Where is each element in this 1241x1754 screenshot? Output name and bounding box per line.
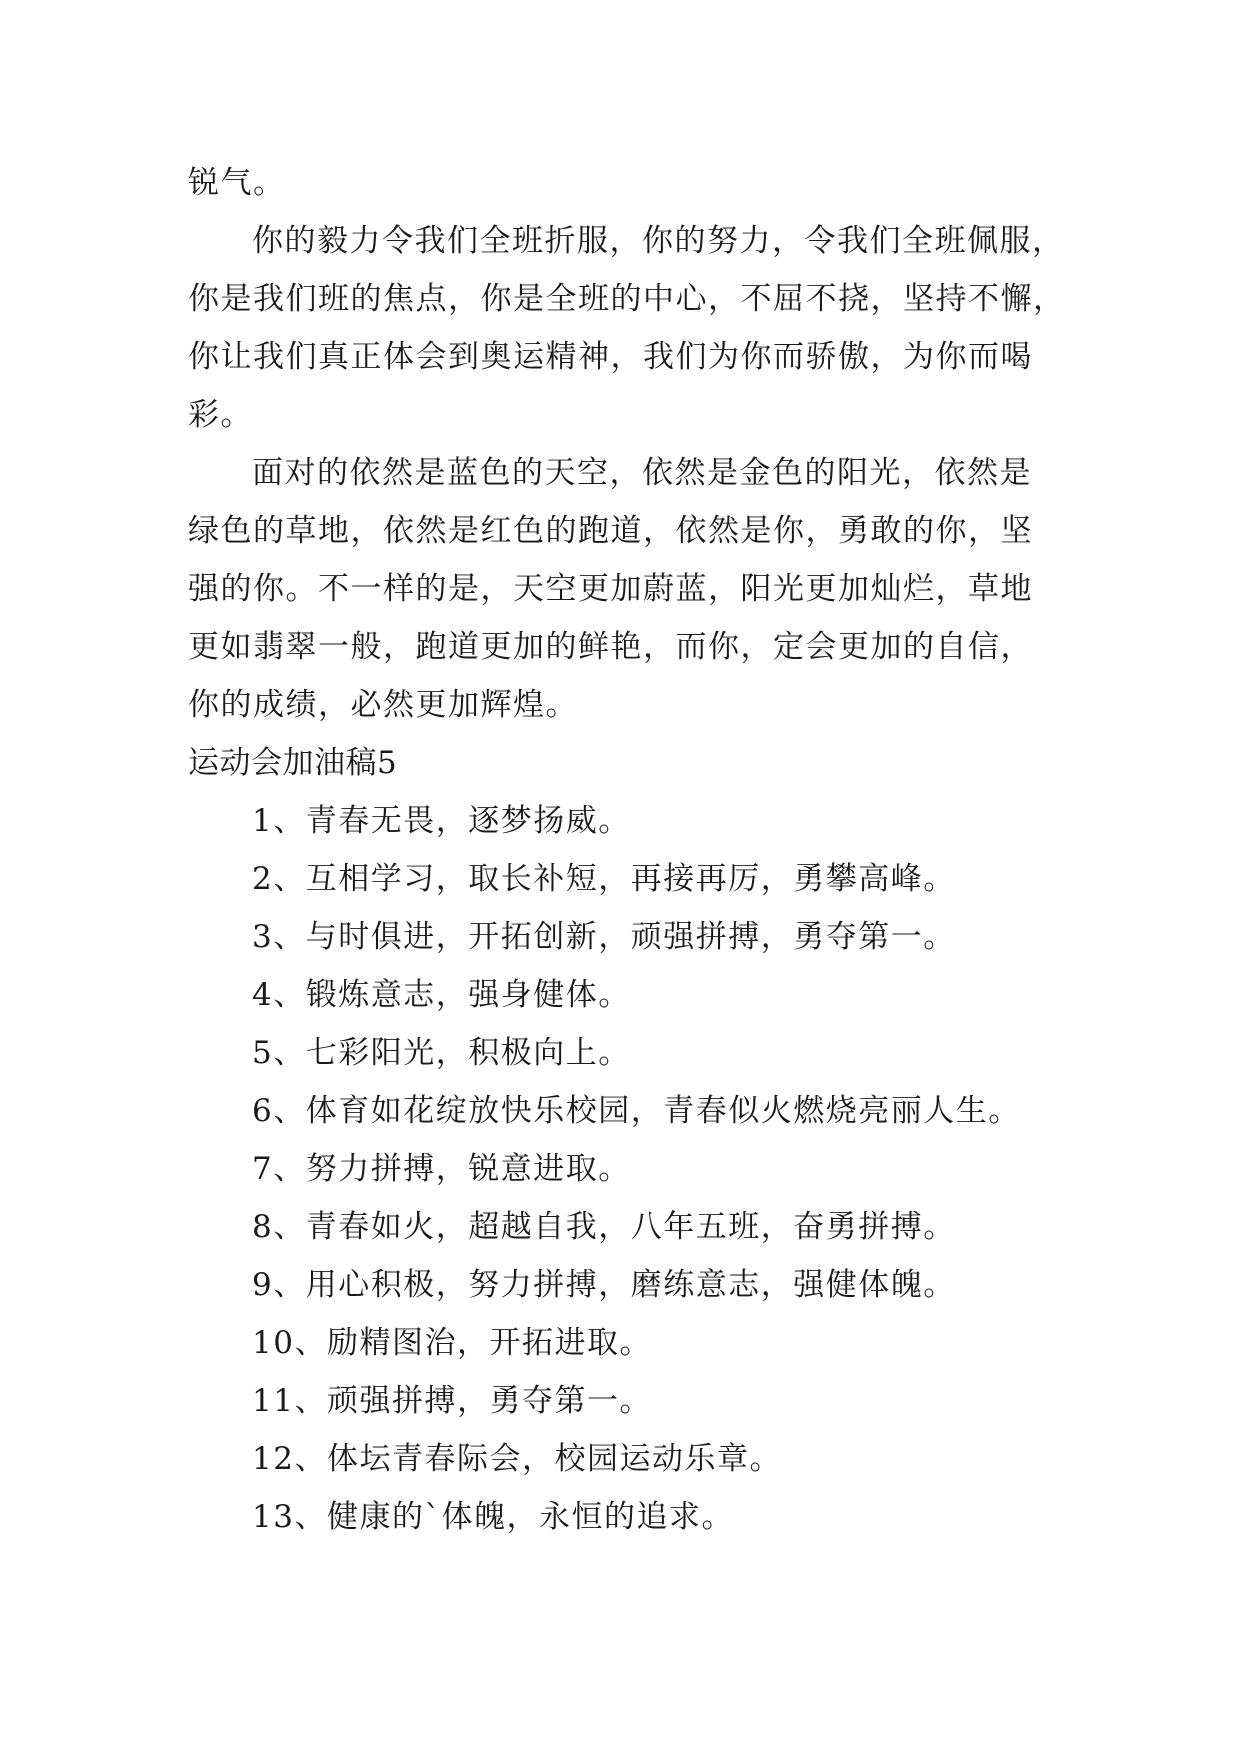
paragraph-line: 更如翡翠一般，跑道更加的鲜艳，而你，定会更加的自信， [188,629,1033,665]
paragraph-line: 你的成绩，必然更加辉煌。 [188,687,578,723]
paragraph-line: 你是我们班的焦点，你是全班的中心，不屈不挠，坚持不懈， [188,281,1066,317]
slogan-item: 3、与时俱进，开拓创新，顽强拼搏，勇夺第一。 [252,919,956,955]
paragraph-line: 绿色的草地，依然是红色的跑道，依然是你，勇敢的你，坚 [188,513,1033,549]
paragraph-line: 你让我们真正体会到奥运精神，我们为你而骄傲，为你而喝 [188,339,1033,375]
slogan-item: 5、七彩阳光，积极向上。 [252,1035,631,1071]
slogan-item: 11、顽强拼搏，勇夺第一。 [252,1383,652,1419]
paragraph-line: 锐气。 [188,165,286,201]
slogan-item: 4、锻炼意志，强身健体。 [252,977,631,1013]
paragraph-line: 面对的依然是蓝色的天空，依然是金色的阳光，依然是 [252,455,1032,491]
slogan-item: 7、努力拼搏，锐意进取。 [252,1151,631,1187]
paragraph-line: 彩。 [188,397,253,433]
slogan-item: 2、互相学习，取长补短，再接再厉，勇攀高峰。 [252,861,956,897]
paragraph-line: 强的你。不一样的是，天空更加蔚蓝，阳光更加灿烂，草地 [188,571,1033,607]
slogan-item: 13、健康的`体魄，永恒的追求。 [252,1499,734,1535]
slogan-item: 10、励精图治，开拓进取。 [252,1325,652,1361]
slogan-item: 9、用心积极，努力拼搏，磨练意志，强健体魄。 [252,1267,956,1303]
slogan-item: 8、青春如火，超越自我，八年五班，奋勇拼搏。 [252,1209,956,1245]
document-body [188,154,1068,1546]
paragraph-line: 你的毅力令我们全班折服，你的努力，令我们全班佩服， [252,223,1065,259]
section-title: 运动会加油稿5 [188,745,398,781]
slogan-item: 12、体坛青春际会，校园运动乐章。 [252,1441,782,1477]
slogan-item: 6、体育如花绽放快乐校园，青春似火燃烧亮丽人生。 [252,1093,1021,1129]
slogan-item: 1、青春无畏，逐梦扬威。 [252,803,631,839]
